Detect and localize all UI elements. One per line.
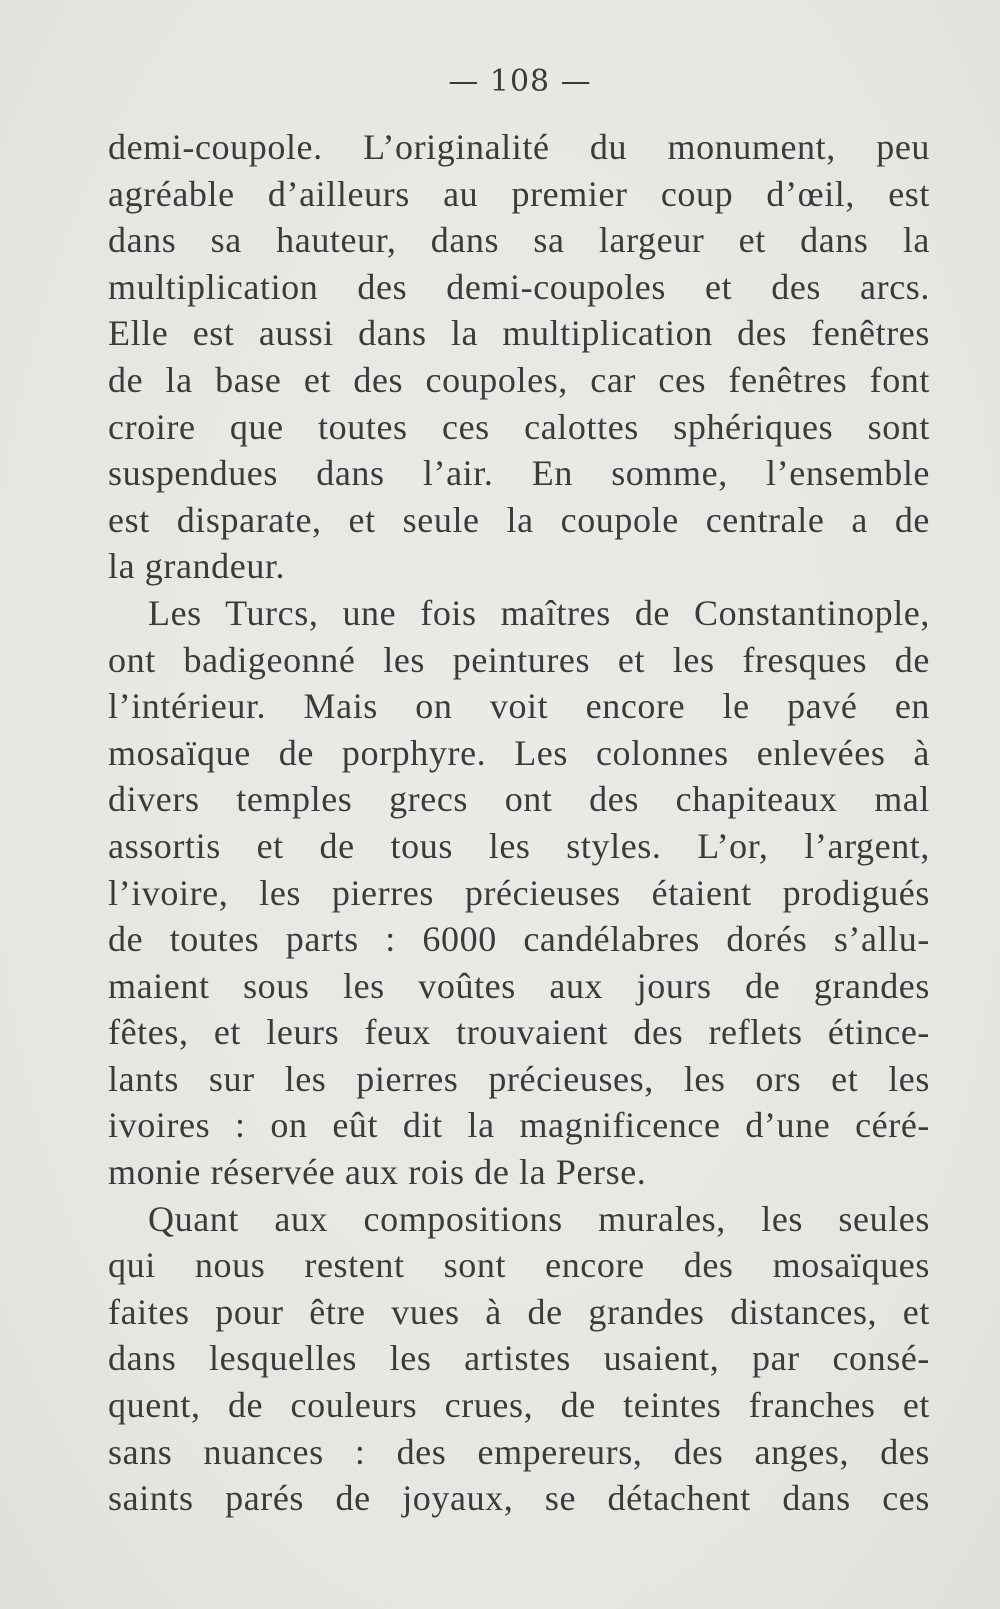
text-line: mosaïque de porphyre. Les colonnes enlevées à [108,732,930,773]
text-line: Quant aux compositions murales, les seules [148,1198,930,1239]
text-line: ivoires : on eût dit la magnificence d’une céré- [108,1105,930,1146]
text-line: lants sur les pierres précieuses, les ors et les [108,1058,930,1099]
text-line: maient sous les voûtes aux jours de grandes [108,965,930,1006]
text-line: fêtes, et leurs feux trouvaient des reflets étince- [108,1012,930,1053]
text-line: l’intérieur. Mais on voit encore le pavé en [108,686,930,727]
text-line: saints parés de joyaux, se détachent dans ces [108,1478,930,1519]
text-line: dans lesquelles les artistes usaient, par consé- [108,1338,930,1379]
text-line: divers temples grecs ont des chapiteaux mal [108,779,930,820]
text-line: multiplication des demi-coupoles et des arcs. [108,266,930,307]
text-line: assortis et de tous les styles. L’or, l’argent, [108,825,930,866]
text-line: de la base et des coupoles, car ces fenêtres font [108,359,930,400]
page-number: — 108 — [448,64,592,99]
text-line: croire que toutes ces calottes sphériques sont [108,406,930,447]
text-line: Les Turcs, une fois maîtres de Constantinople, [148,592,930,633]
text-line: sans nuances : des empereurs, des anges, des [108,1431,930,1472]
text-line: qui nous restent sont encore des mosaïques [108,1245,930,1286]
text-line: ont badigeonné les peintures et les fresques de [108,639,930,680]
text-line: l’ivoire, les pierres précieuses étaient prodigués [108,872,930,913]
text-line: dans sa hauteur, dans sa largeur et dans la [108,220,930,261]
text-line: agréable d’ailleurs au premier coup d’œil, est [108,173,930,214]
text-line: Elle est aussi dans la multiplication des fenêtres [108,313,930,354]
text-line: est disparate, et seule la coupole centrale a de [108,499,930,540]
text-line: la grandeur. [108,546,286,587]
text-line: monie réservée aux rois de la Perse. [108,1152,647,1193]
text-line: faites pour être vues à de grandes distances, et [108,1291,930,1332]
text-line: suspendues dans l’air. En somme, l’ensemble [108,453,930,494]
text-line: quent, de couleurs crues, de teintes franches et [108,1385,930,1426]
body-text [108,124,930,1522]
text-line: de toutes parts : 6000 candélabres dorés s’allu- [108,919,930,960]
text-line: demi-coupole. L’originalité du monument, peu [108,127,930,167]
